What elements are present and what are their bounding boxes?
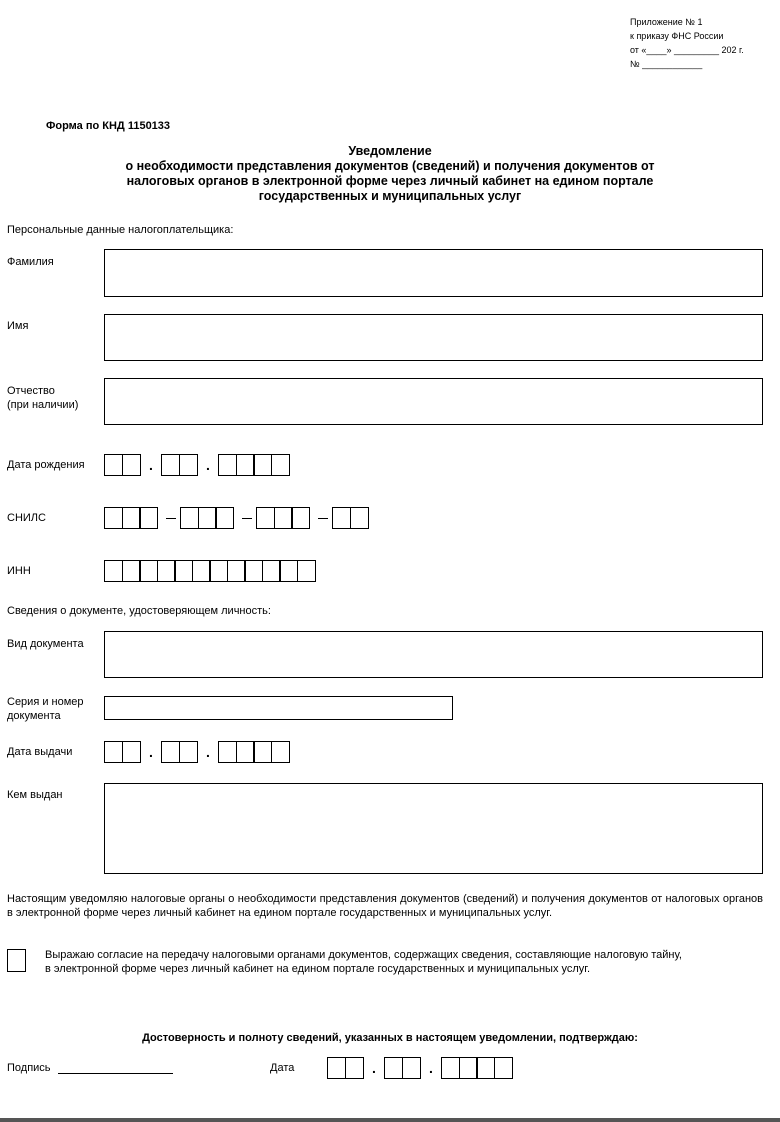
birth-day-cells[interactable]: [104, 454, 141, 476]
input-cell[interactable]: [122, 454, 141, 476]
input-cell[interactable]: [297, 560, 316, 582]
date-separator: .: [372, 1060, 376, 1076]
title-line: государственных и муниципальных услуг: [258, 189, 522, 203]
input-cell[interactable]: [179, 454, 198, 476]
input-cell[interactable]: [227, 560, 246, 582]
input-cell[interactable]: [253, 454, 272, 476]
consent-line: Выражаю согласие на передачу налоговыми органами документов, содержащих сведения, составляющие налоговую тайну,: [45, 949, 682, 961]
surname-field[interactable]: [104, 249, 763, 297]
form-code: Форма по КНД 1150133: [46, 120, 171, 132]
birth-month-cells[interactable]: [161, 454, 198, 476]
consent-line: в электронной форме через личный кабинет на едином портале государственных и муниципальных услуг.: [45, 963, 591, 975]
appendix-line: № ____________: [630, 59, 703, 69]
input-cell[interactable]: [332, 507, 351, 529]
input-cell[interactable]: [139, 560, 158, 582]
input-cell[interactable]: [122, 560, 141, 582]
issue-month-cells[interactable]: [161, 741, 198, 763]
input-cell[interactable]: [215, 507, 234, 529]
date-separator: .: [429, 1060, 433, 1076]
input-cell[interactable]: [494, 1057, 513, 1079]
title-line: Уведомление: [348, 144, 432, 158]
patronymic-label-line: Отчество: [7, 385, 55, 397]
input-cell[interactable]: [104, 507, 123, 529]
inn-label: ИНН: [7, 565, 31, 577]
input-cell[interactable]: [262, 560, 281, 582]
input-cell[interactable]: [179, 741, 198, 763]
input-cell[interactable]: [104, 454, 123, 476]
page-title: [60, 144, 720, 204]
doc-series-field[interactable]: [104, 696, 453, 720]
input-cell[interactable]: [122, 741, 141, 763]
date-label: Дата: [270, 1062, 295, 1074]
inn-cells[interactable]: [104, 560, 316, 582]
input-cell[interactable]: [161, 741, 180, 763]
issue-day-cells[interactable]: [104, 741, 141, 763]
appendix-block: [630, 15, 744, 71]
consent-text: [45, 948, 745, 976]
input-cell[interactable]: [256, 507, 275, 529]
input-cell[interactable]: [459, 1057, 478, 1079]
snils-dash: [242, 518, 252, 519]
title-line: о необходимости представления документов (сведений) и получения документов от: [125, 159, 655, 173]
snils-label: СНИЛС: [7, 512, 46, 524]
signature-line[interactable]: [58, 1073, 173, 1074]
snils-dash: [318, 518, 328, 519]
snils-cells-4[interactable]: [332, 507, 369, 529]
sign-year-cells[interactable]: [441, 1057, 513, 1079]
input-cell[interactable]: [174, 560, 193, 582]
birth-date-label: Дата рождения: [7, 459, 85, 471]
signature-label: Подпись: [7, 1062, 51, 1074]
input-cell[interactable]: [253, 741, 272, 763]
input-cell[interactable]: [218, 741, 237, 763]
date-separator: .: [206, 457, 210, 473]
patronymic-field[interactable]: [104, 378, 763, 425]
patronymic-label: [7, 384, 78, 412]
input-cell[interactable]: [192, 560, 211, 582]
confirmation-heading: Достоверность и полноту сведений, указанных в настоящем уведомлении, подтверждаю:: [142, 1032, 638, 1044]
name-field[interactable]: [104, 314, 763, 361]
input-cell[interactable]: [345, 1057, 364, 1079]
input-cell[interactable]: [161, 454, 180, 476]
issued-by-field[interactable]: [104, 783, 763, 874]
doc-series-label-line: документа: [7, 710, 61, 722]
document-section-heading: Сведения о документе, удостоверяющем личность:: [7, 605, 271, 617]
input-cell[interactable]: [279, 560, 298, 582]
notice-paragraph: Настоящим уведомляю налоговые органы о необходимости представления документов (сведений) и получения документов от налоговых органов в электронной форме через личный кабинет на едином портале государственных и муниципальных услуг.: [7, 893, 763, 919]
appendix-line: Приложение № 1: [630, 17, 703, 27]
input-cell[interactable]: [157, 560, 176, 582]
input-cell[interactable]: [274, 507, 293, 529]
name-label: Имя: [7, 320, 29, 332]
input-cell[interactable]: [244, 560, 263, 582]
issued-by-label: Кем выдан: [7, 789, 63, 801]
input-cell[interactable]: [236, 741, 255, 763]
surname-label: Фамилия: [7, 256, 54, 268]
input-cell[interactable]: [476, 1057, 495, 1079]
input-cell[interactable]: [271, 454, 290, 476]
issue-year-cells[interactable]: [218, 741, 290, 763]
input-cell[interactable]: [271, 741, 290, 763]
input-cell[interactable]: [209, 560, 228, 582]
snils-cells-2[interactable]: [180, 507, 234, 529]
consent-checkbox[interactable]: [7, 949, 26, 972]
patronymic-label-line: (при наличии): [7, 399, 79, 411]
date-separator: .: [149, 744, 153, 760]
issue-date-label: Дата выдачи: [7, 746, 73, 758]
input-cell[interactable]: [236, 454, 255, 476]
input-cell[interactable]: [139, 507, 158, 529]
doc-type-label: Вид документа: [7, 638, 84, 650]
doc-series-label: [7, 695, 84, 723]
snils-cells-1[interactable]: [104, 507, 158, 529]
input-cell[interactable]: [198, 507, 217, 529]
sign-day-cells[interactable]: [327, 1057, 364, 1079]
input-cell[interactable]: [384, 1057, 403, 1079]
input-cell[interactable]: [218, 454, 237, 476]
doc-type-field[interactable]: [104, 631, 763, 678]
appendix-line: от «____» _________ 202 г.: [630, 45, 744, 55]
input-cell[interactable]: [104, 741, 123, 763]
date-separator: .: [149, 457, 153, 473]
input-cell[interactable]: [180, 507, 199, 529]
input-cell[interactable]: [441, 1057, 460, 1079]
title-line: налоговых органов в электронной форме через личный кабинет на едином портале: [126, 174, 654, 188]
date-separator: .: [206, 744, 210, 760]
input-cell[interactable]: [104, 560, 123, 582]
page-bottom-border: [0, 1118, 780, 1122]
doc-series-label-line: Серия и номер: [7, 696, 84, 708]
snils-cells-3[interactable]: [256, 507, 310, 529]
input-cell[interactable]: [402, 1057, 421, 1079]
personal-section-heading: Персональные данные налогоплательщика:: [7, 224, 234, 236]
input-cell[interactable]: [350, 507, 369, 529]
birth-year-cells[interactable]: [218, 454, 290, 476]
input-cell[interactable]: [122, 507, 141, 529]
appendix-line: к приказу ФНС России: [630, 31, 724, 41]
snils-dash: [166, 518, 176, 519]
sign-month-cells[interactable]: [384, 1057, 421, 1079]
input-cell[interactable]: [291, 507, 310, 529]
input-cell[interactable]: [327, 1057, 346, 1079]
